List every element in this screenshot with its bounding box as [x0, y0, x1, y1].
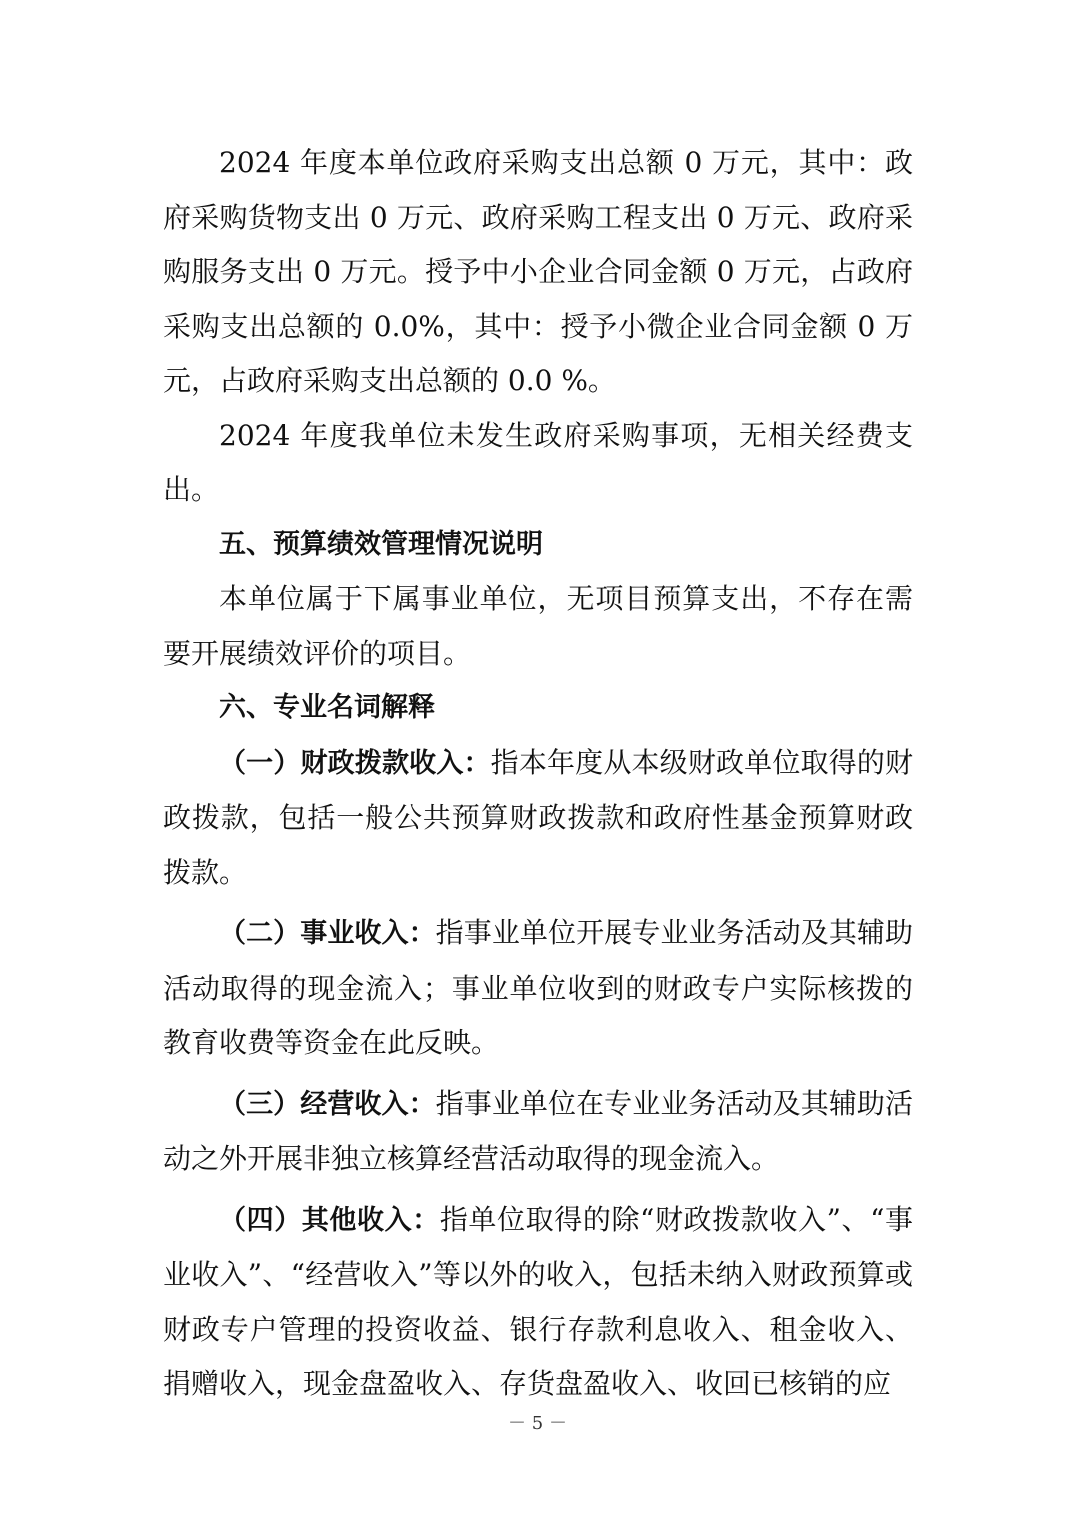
procurement-paragraph: 2024 年度本单位政府采购支出总额 0 万元，其中：政府采购货物支出 0 万元、政府采购工程支出 0 万元、政府采购服务支出 0 万元。授予中小企业合同金额 0 万元，占政府采购支出总额的 0.0%，其中：授予小微企业合同金额 0 万元，占政府采购支出总额的 0.0 %。 [163, 146, 913, 397]
no-procurement-paragraph: 2024 年度我单位未发生政府采购事项，无相关经费支出。 [163, 418, 913, 506]
glossary-term: （一）财政拨款收入： [219, 747, 491, 779]
glossary-item-fiscal-appropriation [163, 736, 913, 901]
glossary-term: （三）经营收入： [219, 1088, 436, 1120]
glossary-item-business-income [163, 906, 913, 1071]
section-heading-glossary: 六、专业名词解释 [219, 692, 435, 723]
glossary-definition: 指事业单位开展专业业务活动及其辅助活动取得的现金流入；事业单位收到的财政专户实际核拨的教育收费等资金在此反映。 [163, 916, 913, 1059]
document-body [163, 136, 913, 1412]
glossary-term: （四）其他收入： [219, 1204, 440, 1236]
glossary-definition: 指事业单位在专业业务活动及其辅助活动之外开展非独立核算经营活动取得的现金流入。 [163, 1086, 913, 1175]
glossary-item-other-income [163, 1193, 913, 1412]
glossary-definition: 指单位取得的除“财政拨款收入”、“事业收入”、“经营收入”等以外的收入，包括未纳入财政预算或财政专户管理的投资收益、银行存款利息收入、租金收入、捐赠收入，现金盘盈收入、存货盘盈收入、收回已核销的应 [163, 1202, 914, 1400]
glossary-definition: 指本年度从本级财政单位取得的财政拨款，包括一般公共预算财政拨款和政府性基金预算财政拨款。 [163, 745, 913, 889]
glossary-term: （二）事业收入： [219, 918, 436, 949]
page-number: － 5 － [508, 1413, 567, 1434]
glossary-item-operating-income [163, 1077, 913, 1187]
performance-paragraph: 本单位属于下属事业单位，无项目预算支出，不存在需要开展绩效评价的项目。 [163, 582, 913, 670]
section-heading-performance: 五、预算绩效管理情况说明 [219, 528, 543, 560]
